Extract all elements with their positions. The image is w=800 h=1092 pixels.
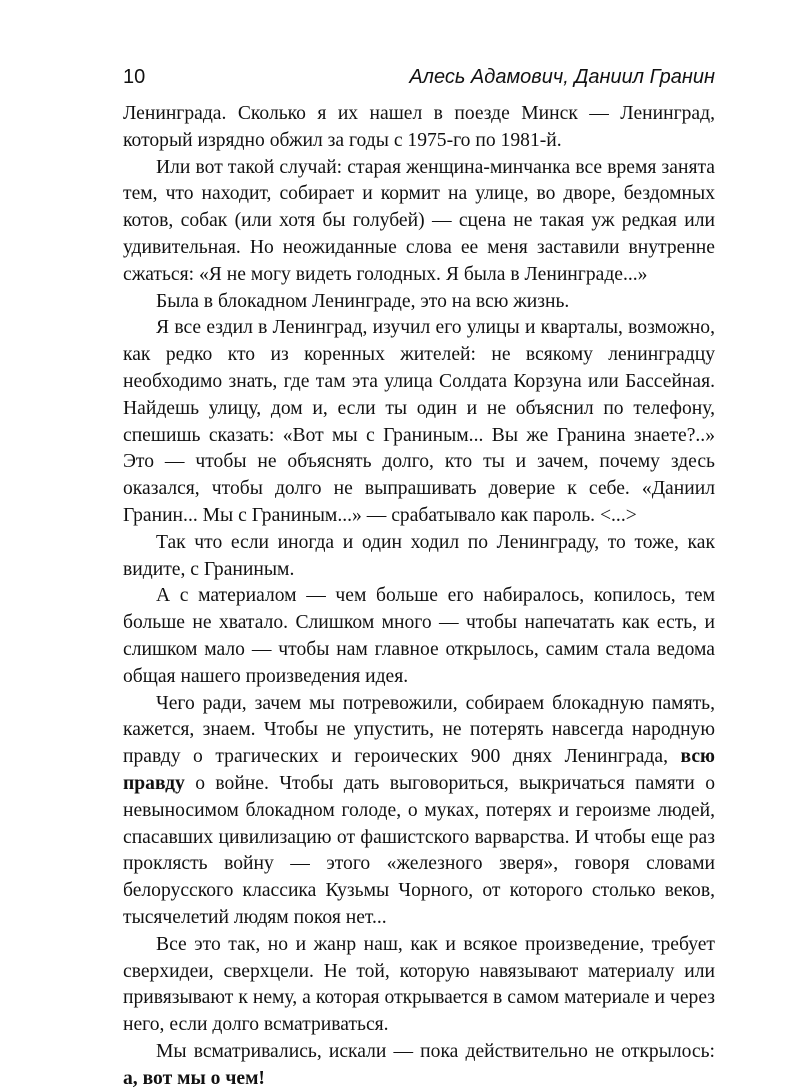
paragraph-4: Я все ездил в Ленинград, изучил его улицы и кварталы, возможно, как редко кто из коренных жителей: не всякому ленинградцу необходимо знать, где там эта улица Солдата Корзуна или Бассейная. Найдешь улицу, дом и, если ты один и не объяснил по телефону, спешишь сказать: «Вот мы с Граниным... Вы же Гранина знаете?..» Это — чтобы не объяснять долго, кто ты и зачем, почему здесь оказался, чтобы долго не выпрашивать доверие к себе. «Даниил Гранин... Мы с Граниным...» — срабатывало как пароль. <...>: [123, 317, 715, 526]
paragraph-3: Была в блокадном Ленинграде, это на всю жизнь.: [156, 290, 570, 312]
paragraph-7-text-before: Чего ради, зачем мы потревожили, собираем блокадную память, кажется, знаем. Чтобы не упустить, не потерять навсегда народную правду о трагических и героических 900 днях Ленинграда,: [123, 692, 715, 768]
running-header: [123, 62, 715, 92]
paragraph-8: Все это так, но и жанр наш, как и всякое произведение, требует сверхидеи, сверхцели. Не той, которую навязывают материалу или привязывают к нему, а которая открывается в самом материале и через него, если долго всматриваться.: [123, 933, 715, 1036]
paragraph-7-text-after: о войне. Чтобы дать выговориться, выкричаться памяти о невыносимом блокадном голоде, о муках, потерях и героизме людей, спасавших цивилизацию от фашистского варварства. И чтобы еще раз проклясть войну — этого «железного зверя», говоря словами белорусского классика Кузьмы Чорного, от которого столько веков, тысячелетий людям покоя нет...: [123, 772, 715, 928]
paragraph-9-text-before: Мы всматривались, искали — пока действительно не открылось:: [156, 1040, 715, 1062]
paragraph-6: А с материалом — чем больше его набиралось, копилось, тем больше не хватало. Слишком много — чтобы напечатать как есть, и слишком мало — чтобы нам главное открылось, самим стала ведома общая нашего произведения идея.: [123, 585, 715, 687]
body-text: [123, 101, 715, 1092]
paragraph-7: [123, 691, 715, 932]
paragraph-1: Ленинграда. Сколько я их нашел в поезде Минск — Ленинград, который изрядно обжил за годы с 1975-го по 1981-й.: [123, 103, 715, 151]
paragraph-9: [123, 1039, 715, 1092]
book-page: [123, 62, 715, 1092]
running-title: Алесь Адамович, Даниил Гранин: [409, 66, 715, 88]
page-number: 10: [123, 66, 146, 88]
paragraph-5: Так что если иногда и один ходил по Ленинграду, то тоже, как видите, с Граниным.: [123, 531, 715, 580]
paragraph-9-emphasis: а, вот мы о чем!: [123, 1067, 265, 1089]
paragraph-7-emphasis: всю правду: [123, 746, 715, 794]
paragraph-2: Или вот такой случай: старая женщина-минчанка все время занята тем, что находит, собирает и кормит на улице, во дворе, бездомных котов, собак (или хотя бы голубей) — сцена не такая уж редкая или удивительная. Но неожиданные слова ее меня заставили внутренне сжаться: «Я не могу видеть голодных. Я была в Ленинграде...»: [123, 156, 715, 285]
